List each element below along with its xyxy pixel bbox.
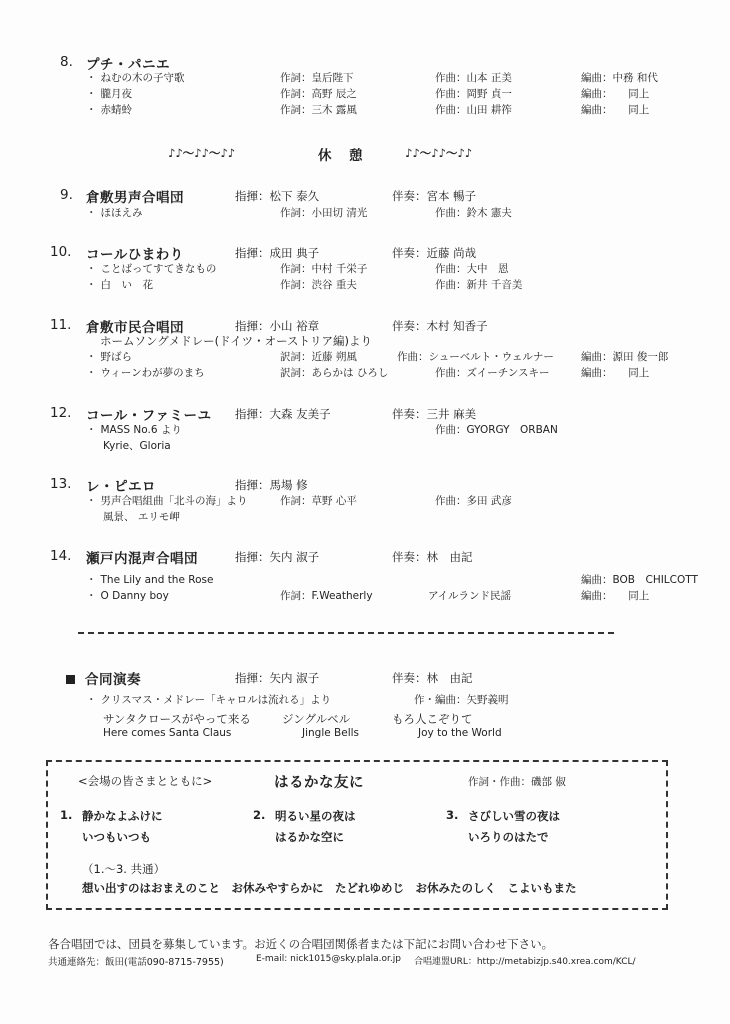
program-number: 10. bbox=[50, 244, 72, 260]
composer: 作曲：シューベルト・ウェルナー bbox=[397, 351, 554, 363]
medley-title: ・ クリスマス・メドレー「キャロルは流れる」より bbox=[86, 692, 331, 707]
conductor: 指揮：成田 典子 bbox=[235, 246, 320, 260]
arranger: 編曲：BOB CHILCOTT bbox=[581, 574, 698, 586]
intermission-label: 休 憩 bbox=[318, 148, 365, 164]
program-number: 13. bbox=[50, 476, 72, 492]
arranger: 編曲： 同上 bbox=[581, 367, 650, 379]
medley-subtitle: ホームソングメドレー(ドイツ・オーストリア編)より bbox=[100, 334, 372, 348]
composer: 作曲：山本 正美 bbox=[435, 72, 512, 84]
conductor: 指揮：小山 裕章 bbox=[235, 319, 320, 333]
song-title: ・ 朧月夜 bbox=[86, 86, 132, 101]
song-jp: ジングルベル bbox=[282, 712, 351, 726]
accompanist: 伴奏：林 由記 bbox=[392, 671, 473, 685]
lyricist: 作詞：F.Weatherly bbox=[280, 590, 373, 602]
group-name: コールひまわり bbox=[86, 247, 184, 263]
conductor: 指揮：矢内 淑子 bbox=[235, 671, 320, 685]
composer: アイルランド民謡 bbox=[428, 590, 512, 602]
verse-line: はるかな空に bbox=[275, 830, 344, 844]
arranger: 編曲：源田 俊一郎 bbox=[581, 351, 669, 363]
composer: 作曲：ズイーチンスキー bbox=[435, 367, 550, 379]
song-jp: もろ人こぞりて bbox=[392, 712, 473, 726]
song-title: ・ ほほえみ bbox=[86, 205, 143, 220]
arranger: 編曲：中務 和代 bbox=[581, 72, 658, 84]
music-notes-left: ♪♪～♪♪～♪♪ bbox=[168, 146, 236, 160]
conductor: 指揮：矢内 淑子 bbox=[235, 550, 320, 564]
square-bullet-icon bbox=[66, 675, 75, 684]
group-name: コール・ファミーユ bbox=[86, 408, 212, 424]
arranger: 編曲： 同上 bbox=[581, 590, 650, 602]
song-title: ・ 赤蜻蛉 bbox=[86, 102, 132, 117]
group-name: 倉敷市民合唱団 bbox=[86, 320, 184, 336]
joint-title bbox=[66, 668, 141, 688]
conductor: 指揮：松下 泰久 bbox=[235, 189, 320, 203]
composer: 作曲：鈴木 憲夫 bbox=[435, 207, 512, 219]
federation-url: 合唱連盟URL：http://metabizjp.s40.xrea.com/KCL/ bbox=[414, 957, 636, 967]
verse-line: いろりのはたで bbox=[468, 830, 549, 844]
movements: 風景、 エリモ岬 bbox=[103, 511, 180, 523]
singalong-credit: 作詞・作曲：磯部 俶 bbox=[468, 776, 566, 788]
conductor: 指揮：大森 友美子 bbox=[235, 407, 331, 421]
medley-credit: 作・編曲：矢野義明 bbox=[414, 694, 509, 706]
composer: 作曲：GYORGY ORBAN bbox=[435, 424, 558, 436]
email: E-mail: nick1015@sky.plala.or.jp bbox=[256, 954, 401, 964]
composer: 作曲：大中 恩 bbox=[435, 263, 509, 275]
composer: 作曲：新井 千音美 bbox=[435, 279, 523, 291]
song-title: ・ 男声合唱組曲「北斗の海」より bbox=[86, 493, 248, 508]
contact: 共通連絡先：飯田(電話090-8715-7955) bbox=[48, 957, 224, 968]
verse-line: 明るい星の夜は bbox=[275, 809, 356, 823]
translator: 訳詞：近藤 朔風 bbox=[280, 351, 357, 363]
accompanist: 伴奏：三井 麻美 bbox=[392, 407, 477, 421]
translator: 訳詞：あらかは ひろし bbox=[280, 367, 389, 379]
group-name: レ・ピエロ bbox=[86, 479, 156, 495]
song-title: ・ 白 い 花 bbox=[86, 277, 153, 292]
lyricist: 作詞：小田切 清光 bbox=[280, 207, 368, 219]
lyricist: 作詞：渋谷 重夫 bbox=[280, 279, 357, 291]
music-notes-right: ♪♪～♪♪～♪♪ bbox=[405, 146, 473, 160]
song-en: Joy to the World bbox=[418, 727, 502, 739]
composer: 作曲：山田 耕筰 bbox=[435, 104, 512, 116]
program-number: 12. bbox=[50, 405, 72, 421]
common-line: 想い出すのはおまえのこと お休みやすらかに たどれゆめじ お休みたのしく こよいもまた bbox=[82, 881, 577, 895]
verse-number: 3. bbox=[446, 808, 459, 822]
song-title: ・ ことばってすてきなもの bbox=[86, 261, 216, 276]
verse-number: 1. bbox=[60, 808, 73, 822]
song-en: Here comes Santa Claus bbox=[103, 727, 232, 739]
joint-title-text: 合同演奏 bbox=[85, 672, 141, 688]
verse-line: さびしい雪の夜は bbox=[468, 809, 560, 823]
group-name: 倉敷男声合唱団 bbox=[86, 190, 184, 206]
verse-line: いつもいつも bbox=[82, 830, 151, 844]
song-title: ・ O Danny boy bbox=[86, 588, 169, 603]
composer: 作曲：岡野 貞一 bbox=[435, 88, 512, 100]
composer: 作曲：多田 武彦 bbox=[435, 495, 512, 507]
lyricist: 作詞：高野 辰之 bbox=[280, 88, 357, 100]
conductor: 指揮：馬場 修 bbox=[235, 478, 308, 492]
group-name: プチ・パニエ bbox=[86, 57, 170, 73]
accompanist: 伴奏：宮本 暢子 bbox=[392, 189, 477, 203]
program-number: 11. bbox=[50, 317, 72, 333]
accompanist: 伴奏：木村 知香子 bbox=[392, 319, 488, 333]
lyricist: 作詞：三木 露風 bbox=[280, 104, 357, 116]
lyricist: 作詞：皇后陛下 bbox=[280, 72, 354, 84]
arranger: 編曲： 同上 bbox=[581, 88, 650, 100]
movements: Kyrie、Gloria bbox=[103, 440, 171, 452]
section-divider bbox=[78, 632, 614, 634]
singalong-title: はるかな友に bbox=[274, 775, 364, 791]
verse-number: 2. bbox=[253, 808, 266, 822]
program-number: 8. bbox=[60, 54, 73, 70]
accompanist: 伴奏：近藤 尚哉 bbox=[392, 246, 477, 260]
common-label: （1.～3. 共通） bbox=[82, 862, 166, 876]
lyricist: 作詞：中村 千栄子 bbox=[280, 263, 368, 275]
accompanist: 伴奏：林 由記 bbox=[392, 550, 473, 564]
song-title: ・ 野ばら bbox=[86, 349, 132, 364]
lyricist: 作詞：草野 心平 bbox=[280, 495, 357, 507]
verse-line: 静かなよふけに bbox=[82, 809, 163, 823]
song-title: ・ ウィーンわが夢のまち bbox=[86, 365, 205, 380]
group-name: 瀬戸内混声合唱団 bbox=[86, 551, 198, 567]
program-number: 9. bbox=[60, 187, 73, 203]
song-title: ・ MASS No.6 より bbox=[86, 422, 182, 437]
recruit-notice: 各合唱団では、団員を募集しています。お近くの合唱団関係者または下記にお問い合わせ下さい。 bbox=[48, 937, 554, 951]
arranger: 編曲： 同上 bbox=[581, 104, 650, 116]
singalong-intro: <会場の皆さまとともに> bbox=[78, 774, 213, 788]
song-jp: サンタクロースがやって来る bbox=[103, 712, 251, 726]
song-en: Jingle Bells bbox=[302, 727, 360, 739]
song-title: ・ The Lily and the Rose bbox=[86, 572, 213, 587]
song-title: ・ ねむの木の子守歌 bbox=[86, 70, 185, 85]
program-number: 14. bbox=[50, 548, 72, 564]
